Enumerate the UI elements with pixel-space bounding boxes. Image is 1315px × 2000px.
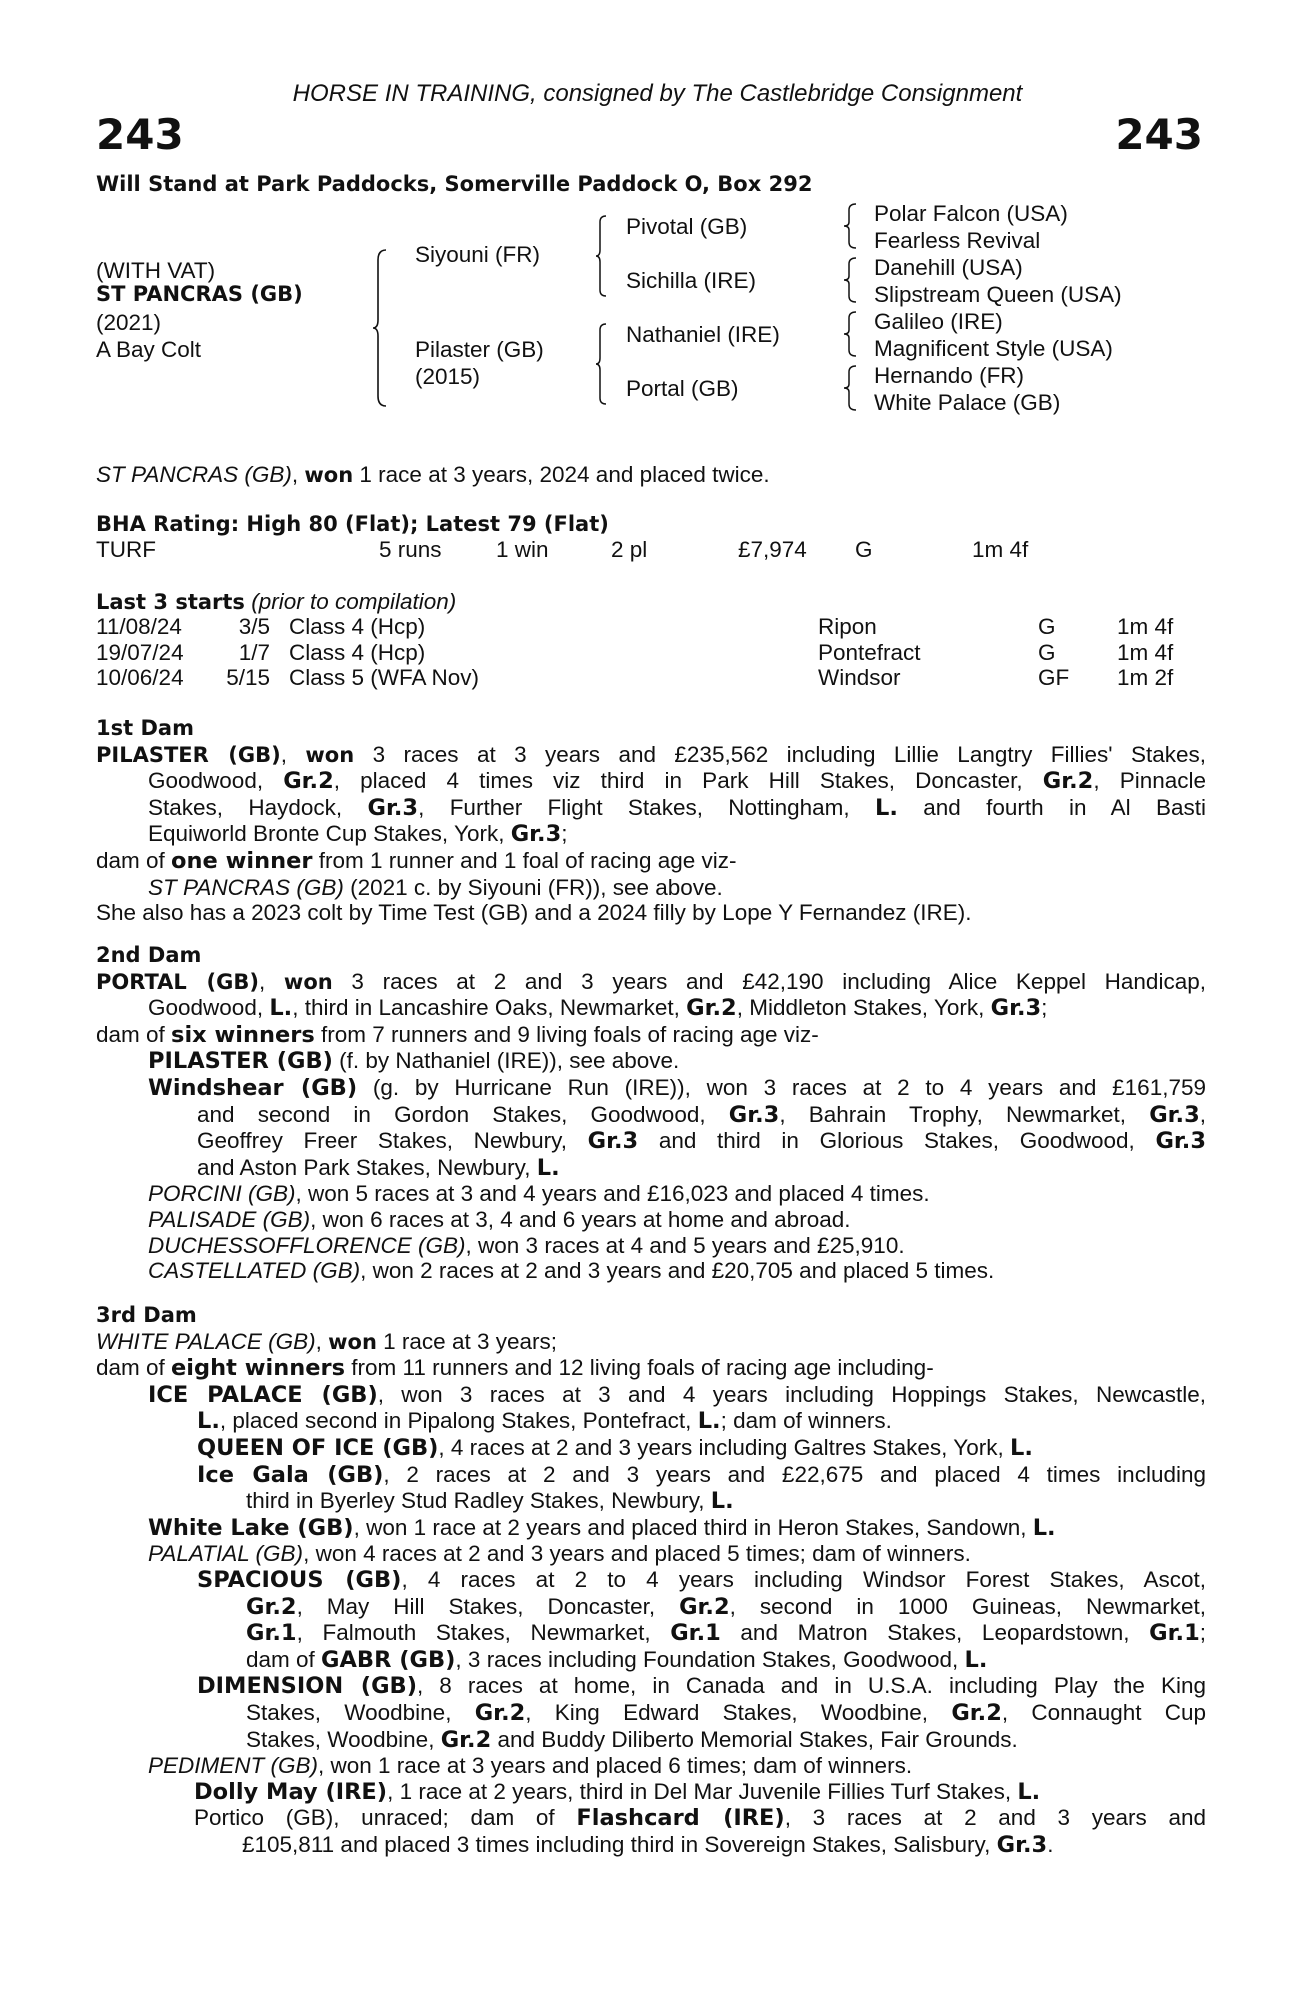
summary-won: won (304, 463, 354, 487)
grade: L. (874, 794, 898, 821)
offspring-name: White Lake (GB) (148, 1514, 354, 1541)
text: and Buddy Diliberto Memorial Stakes, Fair Grounds. (491, 1726, 1018, 1752)
text: , (315, 1328, 329, 1354)
text: , Falmouth Stakes, Newmarket, (296, 1620, 671, 1646)
text: Geoffrey Freer Stakes, Newbury, (197, 1128, 588, 1154)
last-start-course: Ripon (818, 614, 877, 639)
dam-sire: Nathaniel (IRE) (626, 322, 780, 347)
grade: Gr.2 (474, 1699, 526, 1726)
first-dam-heading: 1st Dam (96, 716, 194, 740)
text: and third in Glorious Stakes, Goodwood, (638, 1128, 1156, 1154)
winner-count: six winners (171, 1021, 315, 1048)
text: , 8 races at home, in Canada and in U.S.A. including Play the King (417, 1673, 1206, 1699)
text: , won 5 races at 3 and 4 years and £16,023 and placed 4 times. (295, 1181, 930, 1207)
last-start-date: 10/06/24 (96, 665, 184, 690)
first-dam-name: PILASTER (GB) (96, 742, 281, 767)
text: , placed 4 times viz third in Park Hill Stakes, Doncaster, (333, 768, 1043, 794)
text: , won 1 race at 3 years and placed 6 times; dam of winners. (318, 1753, 913, 1779)
grade: Gr.2 (440, 1726, 492, 1753)
last-starts-heading (96, 589, 456, 615)
offspring-name: ST PANCRAS (GB) (148, 874, 344, 900)
grade: Gr.2 (283, 768, 334, 795)
pedigree-ddd: White Palace (GB) (874, 390, 1061, 415)
grade: Gr.3 (367, 794, 419, 821)
text: and fourth in Al Basti (897, 794, 1206, 820)
text: , won 6 races at 3, 4 and 6 years at home and abroad. (310, 1206, 851, 1232)
text: , 2 races at 2 and 3 years and £22,675 and placed 4 times including (383, 1461, 1206, 1487)
grade: Gr.2 (1042, 768, 1094, 795)
text: Goodwood, (148, 995, 270, 1021)
second-dam-section: 2nd Dam PORTAL (GB), won 3 races at 2 and 3 years and £42,190 including Alice Keppel Handicap, Goodwood, L., third in Lancashire Oaks, Newmarket, Gr.2, Middleton Stakes, York, Gr.3; dam of six winners from 7 runners and 9 living foals of racing age viz- PILASTER (GB) (f. by Nathaniel (IRE)), see above. Windshear (GB) (g. by Hurricane Run (IRE)), won 3 races at 2 to 4 years and £161,759 and second in Gordon Stakes, Goodwood, Gr.3, Bahrain Trophy, Newmarket, Gr.3, Geoffrey Freer Stakes, Newbury, Gr.3 and third in Glorious Stakes, Goodwood, Gr.3 and Aston Park Stakes, Newbury, L. PORCINI (GB), won 5 races at 3 and 4 years and £16,023 and placed 4 times. PALISADE (GB), won 6 races at 3, 4 and 6 years at home and abroad. DUCHESSOFFLORENCE (GB), won 3 races at 4 and 5 years and £25,910. CASTELLATED (GB), won 2 races at 2 and 3 years and £20,705 and placed 5 times. (96, 943, 1207, 1284)
rating-going: G (855, 537, 873, 562)
last-start-going: GF (1038, 665, 1070, 690)
winner-count: eight winners (171, 1355, 346, 1382)
text: from 11 runners and 12 living foals of racing age including- (345, 1355, 934, 1381)
text: dam of (96, 1021, 172, 1047)
sire-dam: Sichilla (IRE) (626, 268, 757, 293)
offspring-name: Ice Gala (GB) (197, 1461, 384, 1488)
text: . (1047, 1831, 1054, 1857)
third-dam-heading: 3rd Dam (96, 1303, 197, 1327)
text: third in Byerley Stud Radley Stakes, Newbury, (246, 1488, 711, 1514)
grade: Gr.3 (1155, 1128, 1206, 1155)
third-dam-name: WHITE PALACE (GB) (96, 1328, 316, 1354)
text: £105,811 and placed 3 times including third in Sovereign Stakes, Salisbury, (242, 1831, 997, 1857)
lot-number-left: 243 (96, 110, 184, 159)
rating-surface: TURF (96, 537, 156, 562)
pedigree-dds: Hernando (FR) (874, 363, 1025, 388)
last-start-going: G (1038, 614, 1056, 639)
grade: L. (269, 995, 293, 1022)
text: , won 3 races at 4 and 5 years and £25,910. (465, 1232, 905, 1258)
text: dam of (96, 1355, 172, 1381)
text: , 3 races at 2 and 3 years and (784, 1805, 1207, 1831)
text: Portico (GB), unraced; dam of (194, 1805, 577, 1831)
grade: L. (964, 1646, 988, 1673)
last-start-pos: 1/7 (238, 639, 270, 665)
second-dam-heading: 2nd Dam (96, 943, 202, 967)
grade: L. (536, 1154, 560, 1181)
grade: Gr.2 (951, 1699, 1002, 1726)
text: ; (561, 821, 568, 847)
text: , Connaught Cup (1001, 1699, 1207, 1725)
offspring-name: PILASTER (GB) (148, 1048, 333, 1075)
offspring-name: PEDIMENT (GB) (148, 1753, 319, 1779)
winner-count: one winner (171, 847, 313, 874)
text: ; (1041, 995, 1048, 1021)
sire-sire: Pivotal (GB) (626, 214, 748, 239)
rating-earnings: £7,974 (738, 537, 807, 562)
text: , Middleton Stakes, York, (736, 995, 991, 1021)
grade: Gr.1 (1149, 1620, 1200, 1647)
text: , 4 races at 2 and 3 years including Galtres Stakes, York, (438, 1434, 1010, 1460)
race-summary: ST PANCRAS (GB), won 1 race at 3 years, 2024 and placed twice. (96, 462, 770, 487)
text: , third in Lancashire Oaks, Newmarket, (292, 995, 687, 1021)
grade: Gr.3 (1149, 1101, 1200, 1128)
horse-description: A Bay Colt (96, 337, 202, 362)
pedigree-brace-sd (843, 256, 857, 304)
offspring-name: DUCHESSOFFLORENCE (GB) (148, 1232, 466, 1258)
pedigree-brace-dam (595, 322, 607, 406)
pedigree-sds: Danehill (USA) (874, 255, 1023, 280)
pedigree-sss: Polar Falcon (USA) (874, 201, 1068, 226)
grade: Gr.1 (246, 1620, 297, 1647)
text: 3 races at 3 years and £235,562 including Lillie Langtry Fillies' Stakes, (372, 741, 1206, 767)
text: 3 races at 2 and 3 years and £42,190 including Alice Keppel Handicap, (351, 968, 1206, 994)
offspring-name: PORCINI (GB) (148, 1181, 296, 1207)
text: dam of (246, 1646, 322, 1672)
last-start-pos: 5/15 (226, 665, 270, 690)
text: from 7 runners and 9 living foals of racing age viz- (314, 1021, 819, 1047)
text: She also has a 2023 colt by Time Test (GB) and a 2024 filly by Lope Y Fernandez (IRE). (96, 900, 972, 926)
text: ; dam of winners. (720, 1408, 892, 1434)
sire-name: Siyouni (FR) (415, 242, 541, 267)
last-starts-title: Last 3 starts (96, 590, 245, 614)
pedigree-brace-ss (843, 202, 857, 250)
text: dam of (96, 847, 172, 873)
grade: L. (697, 1408, 721, 1435)
grade: Gr.3 (728, 1101, 780, 1128)
page-header-title: HORSE IN TRAINING, consigned by The Castlebridge Consignment (292, 80, 1023, 107)
text: Stakes, Woodbine, (246, 1726, 441, 1752)
last-start-dist: 1m 4f (1117, 639, 1174, 665)
offspring-name: DIMENSION (GB) (197, 1673, 417, 1700)
offspring-name: Dolly May (IRE) (194, 1778, 388, 1805)
grade: Gr.2 (246, 1593, 297, 1620)
won-label: won (328, 1329, 377, 1354)
last-start-cls: Class 5 (WFA Nov) (289, 665, 480, 690)
text: Goodwood, (148, 768, 284, 794)
offspring-name: Flashcard (IRE) (576, 1805, 785, 1832)
pedigree-brace-main (372, 248, 388, 408)
last-start-course: Pontefract (818, 639, 921, 665)
text: , 3 races including Foundation Stakes, Goodwood, (455, 1646, 965, 1672)
last-start-dist: 1m 4f (1117, 614, 1174, 639)
rating-distance: 1m 4f (972, 537, 1029, 562)
offspring-name: QUEEN OF ICE (GB) (197, 1434, 439, 1461)
grade: Gr.2 (679, 1593, 730, 1620)
text: , May Hill Stakes, Doncaster, (296, 1593, 680, 1619)
grade: Gr.3 (996, 1831, 1048, 1858)
text: from 1 runner and 1 foal of racing age viz- (312, 847, 737, 873)
grade: Gr.3 (587, 1128, 639, 1155)
pedigree-brace-sire (595, 214, 607, 298)
text: , Bahrain Trophy, Newmarket, (779, 1101, 1150, 1127)
text: , Further Flight Stakes, Nottingham, (418, 794, 875, 820)
grade: Gr.3 (510, 821, 562, 848)
text: , won 1 race at 2 years and placed third in Heron Stakes, Sandown, (353, 1514, 1033, 1540)
text: , 4 races at 2 to 4 years including Windsor Forest Stakes, Ascot, (401, 1566, 1207, 1592)
text: Stakes, Haydock, (148, 794, 368, 820)
last-start-pos: 3/5 (238, 614, 270, 639)
text: ; (1199, 1620, 1206, 1646)
text: , Pinnacle (1093, 768, 1207, 794)
pedigree-dss: Galileo (IRE) (874, 309, 1003, 334)
text: and Matron Stakes, Leopardstown, (720, 1620, 1150, 1646)
text: and second in Gordon Stakes, Goodwood, (197, 1101, 729, 1127)
pedigree-dsd: Magnificent Style (USA) (874, 336, 1113, 361)
grade: Gr.2 (686, 995, 737, 1022)
horse-name: ST PANCRAS (GB) (96, 282, 303, 306)
text: , 1 race at 2 years, third in Del Mar Juvenile Fillies Turf Stakes, (387, 1778, 1018, 1804)
text: , won 2 races at 2 and 3 years and £20,705 and placed 5 times. (360, 1258, 995, 1284)
dam-year: (2015) (415, 364, 481, 389)
text: , won 3 races at 3 and 4 years including Hoppings Stakes, Newcastle, (377, 1381, 1206, 1407)
won-label: won (283, 969, 333, 994)
last-start-date: 11/08/24 (96, 614, 182, 639)
grade: L. (710, 1488, 734, 1515)
first-dam-section: 1st Dam PILASTER (GB), won 3 races at 3 years and £235,562 including Lillie Langtry Fillies' Stakes, Goodwood, Gr.2, placed 4 times viz third in Park Hill Stakes, Doncaster, Gr.2, Pinnacle Stakes, Haydock, Gr.3, Further Flight Stakes, Nottingham, L. and fourth in Al Basti Equiworld Bronte Cup Stakes, York, Gr.3; dam of one winner from 1 runner and 1 foal of racing age viz- ST PANCRAS (GB) (2021 c. by Siyouni (FR)), see above. She also has a 2023 colt by Time Test (GB) and a 2024 filly by Lope Y Fernandez (IRE). (96, 716, 1207, 926)
last-start-going: G (1038, 639, 1056, 665)
text: (2021 c. by Siyouni (FR)), see above. (343, 874, 723, 900)
pedigree-brace-ds (843, 310, 857, 358)
rating-runs: 5 runs (379, 537, 442, 562)
lot-number-right: 243 (1115, 110, 1203, 159)
pedigree-brace-dd (843, 364, 857, 412)
text: and Aston Park Stakes, Newbury, (197, 1154, 537, 1180)
text: (f. by Nathaniel (IRE)), see above. (332, 1048, 680, 1074)
offspring-name: SPACIOUS (GB) (197, 1566, 402, 1593)
second-dam-name: PORTAL (GB) (96, 969, 259, 994)
grade: L. (1017, 1778, 1041, 1805)
offspring-name: PALATIAL (GB) (148, 1541, 304, 1567)
text: , won 4 races at 2 and 3 years and placed 5 times; dam of winners. (303, 1541, 971, 1567)
grade: L. (1032, 1514, 1056, 1541)
dam-name: Pilaster (GB) (415, 337, 544, 362)
offspring-name: ICE PALACE (GB) (148, 1381, 378, 1408)
offspring-name: CASTELLATED (GB) (148, 1258, 361, 1284)
dam-dam: Portal (GB) (626, 376, 739, 401)
rating-placed: 2 pl (611, 537, 648, 562)
text: , placed second in Pipalong Stakes, Pontefract, (219, 1408, 698, 1434)
summary-horse-name: ST PANCRAS (GB) (96, 462, 292, 487)
text: (g. by Hurricane Run (IRE)), won 3 races at 2 to 4 years and £161,759 (357, 1074, 1206, 1100)
last-start-cls: Class 4 (Hcp) (289, 639, 426, 665)
grade: L. (197, 1408, 220, 1435)
pedigree-ssd: Fearless Revival (874, 228, 1041, 253)
text: , (1199, 1101, 1207, 1127)
won-label: won (305, 742, 355, 767)
grade: Gr.3 (990, 995, 1042, 1022)
stand-location: Will Stand at Park Paddocks, Somerville Paddock O, Box 292 (96, 172, 813, 196)
grade: Gr.1 (670, 1620, 721, 1647)
last-start-cls: Class 4 (Hcp) (289, 614, 426, 639)
horse-year: (2021) (96, 310, 162, 335)
offspring-name: Windshear (GB) (148, 1074, 358, 1101)
last-start-course: Windsor (818, 665, 901, 690)
third-dam-section (96, 1303, 1206, 1858)
summary-text: 1 race at 3 years, 2024 and placed twice. (353, 462, 770, 487)
pedigree-sdd: Slipstream Queen (USA) (874, 282, 1122, 307)
last-starts-note: (prior to compilation) (251, 589, 457, 614)
bha-rating: BHA Rating: High 80 (Flat); Latest 79 (Flat) (96, 512, 609, 536)
text: Stakes, Woodbine, (246, 1699, 475, 1725)
vat-label: (WITH VAT) (96, 258, 216, 283)
text: , second in 1000 Guineas, Newmarket, (729, 1593, 1206, 1619)
rating-wins: 1 win (496, 537, 549, 562)
text: , King Edward Stakes, Woodbine, (525, 1699, 952, 1725)
offspring-name: GABR (GB) (321, 1646, 456, 1673)
last-start-dist: 1m 2f (1117, 665, 1174, 690)
offspring-name: PALISADE (GB) (148, 1206, 311, 1232)
text: Equiworld Bronte Cup Stakes, York, (148, 821, 511, 847)
last-start-date: 19/07/24 (96, 639, 184, 665)
text: 1 race at 3 years; (376, 1328, 557, 1354)
grade: L. (1009, 1434, 1033, 1461)
